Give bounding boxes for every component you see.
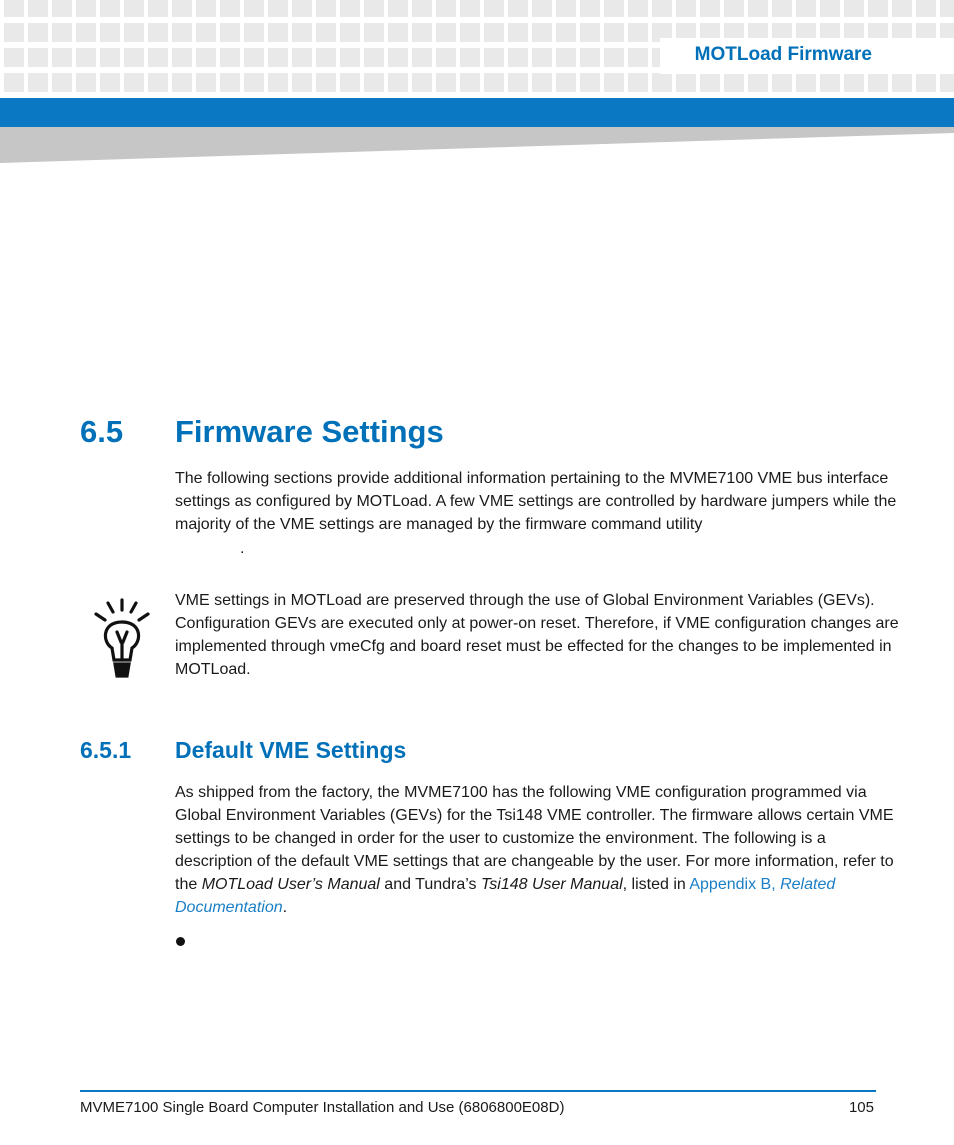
intro-paragraph: The following sections provide additional information pertaining to the MVME7100 VME bus interface settings as configured by MOTLoad. A few VME settings are controlled by hardware jumpers while the majority of the VME settings are managed by the firmware command utility xyxy=(175,470,897,533)
intro-paragraph-tail: . xyxy=(240,540,245,557)
running-header-title: MOTLoad Firmware xyxy=(694,44,872,65)
paragraph-end: . xyxy=(282,899,288,916)
subsection-number: 6.5.1 xyxy=(80,737,132,763)
header-gray-wedge xyxy=(0,127,954,163)
subsection-heading xyxy=(80,737,406,764)
section-number: 6.5 xyxy=(80,414,124,449)
section-heading xyxy=(80,414,444,450)
default-settings-paragraph xyxy=(175,781,905,919)
tsi148-manual-title: Tsi148 User Manual xyxy=(480,876,623,893)
paragraph-body: As shipped from the factory, the MVME7100 has the following VME configuration programmed via Global Environment Variables (GEVs) for the Tsi148 VME controller. The firmware allows certain VME settings to be changed in order for the user to customize the environment. The following is a description of the default VME settings that are changeable by the user. For more information, refer to the xyxy=(175,784,894,893)
motload-manual-title: MOTLoad User’s Manual xyxy=(201,876,380,893)
footer-rule xyxy=(80,1090,876,1092)
lightbulb-icon xyxy=(90,598,154,680)
paragraph-listed-in: , listed in xyxy=(622,876,690,893)
section-title: Firmware Settings xyxy=(175,414,444,449)
note-text: VME settings in MOTLoad are preserved through the use of Global Environment Variables (GEVs). Configuration GEVs are executed only at power-on reset. Therefore, if VME configuration changes are implemented through vmeCfg and board reset must be effected for the changes to be implemented in MOTLoad. xyxy=(175,592,899,678)
appendix-link[interactable]: Appendix B, xyxy=(689,876,781,893)
subsection-title: Default VME Settings xyxy=(175,737,407,763)
paragraph-and: and Tundra’s xyxy=(379,876,481,893)
related-documentation-link[interactable]: Related Documentation xyxy=(175,876,836,916)
bullet-point xyxy=(176,937,185,946)
page-number: 105 xyxy=(848,1099,874,1116)
footer-document-title: MVME7100 Single Board Computer Installation and Use (6806800E08D) xyxy=(80,1099,565,1116)
header-blue-bar xyxy=(0,98,954,127)
